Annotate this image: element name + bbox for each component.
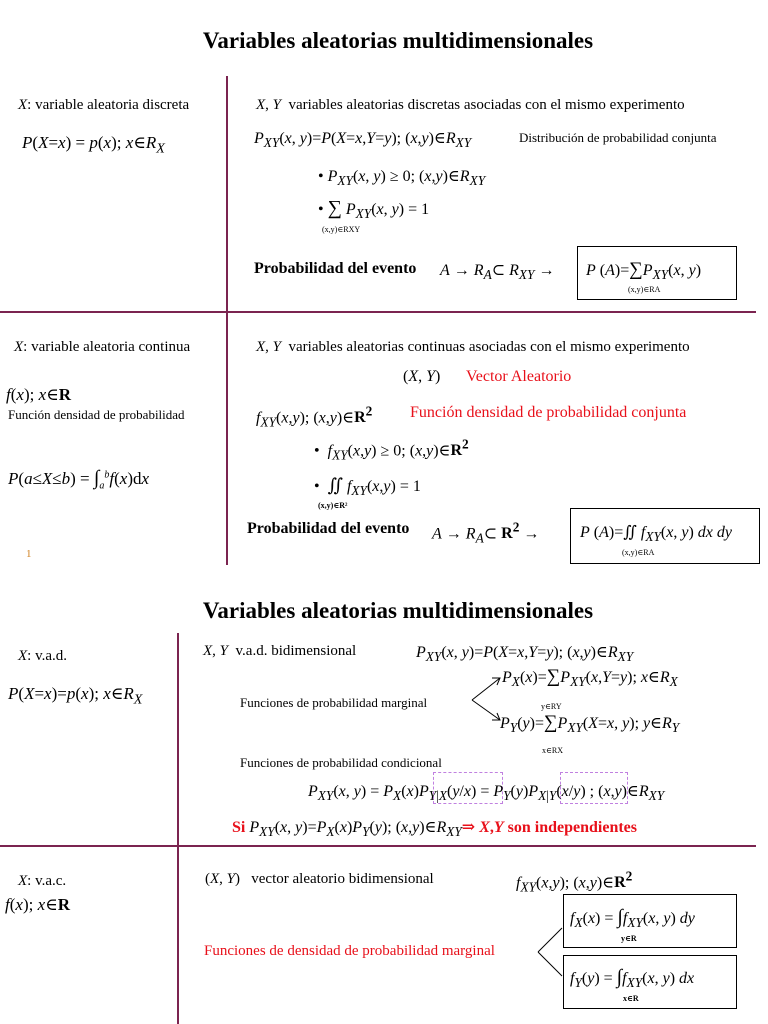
continuous-joint-heading: X, Y variables aleatorias continuas asociadas con el mismo experimento: [256, 339, 690, 355]
continuous-probability-formula: $P(a\le X\le b) = \int_a^bf(x)dx$: [8, 467, 150, 492]
event-box-subscript: (x,y)∈RA: [628, 285, 661, 294]
marginal-density-y-formula: $f_Y(y) = \int f_{XY}(x$, y) dx: [570, 966, 695, 991]
random-vector: (X, Y): [403, 368, 441, 385]
continuous-event-formula: $A \to R_A\subset$ $R^2$ →: [432, 520, 540, 546]
page-number: 1: [26, 548, 32, 560]
vertical-divider: [226, 313, 228, 565]
continuous-density-f: f(x); x∈R: [6, 385, 72, 404]
vac-heading: (X, Y) vector aleatorio bidimensional: [205, 871, 434, 887]
discrete-event-formula: $A \to R_A\subset$ $R_{XY}$ →: [440, 262, 555, 283]
marginal-y-formula: $P_Y(y)=\sum P_{XY}(X=x$, y); $y\in R_Y$: [500, 712, 680, 736]
slide1-title: Variables aleatorias multidimensionales: [202, 28, 594, 53]
discrete-joint-heading: X, Y variables aleatorias discretas asociadas con el mismo experimento: [256, 97, 685, 113]
horizontal-divider: [0, 845, 756, 847]
marginal-y-subscript: x∈RX: [542, 746, 564, 755]
marginal-density-y-subscript: x∈R: [623, 994, 639, 1003]
vac-label: X: v.a.c.: [18, 873, 67, 889]
integral-subscript: (x,y)∈R²: [318, 501, 348, 510]
marginal-probability-caption: Funciones de probabilidad marginal: [240, 695, 428, 710]
continuous-density-caption: Función densidad de probabilidad: [8, 407, 185, 422]
continuous-variable-label: X: variable aleatoria continua: [14, 339, 191, 355]
continuous-joint-caption: Función densidad de probabilidad conjunta: [410, 404, 687, 421]
vac-joint-formula: $f_{XY}(x,y)$; $(x,y)\in R^2$: [516, 869, 633, 895]
vad-label: X: v.a.d.: [18, 648, 68, 664]
vad-joint-formula: $P_{XY}(x$, y)=P(X=x,Y=y); $(x,y)\in R_{XY}$: [416, 644, 634, 665]
event-box-subscript: (x,y)∈RA: [622, 548, 655, 557]
independence-statement: Si $P_{XY}(x$, $y)=P_X(x)P_Y(y)$; $(x,y)\in R_{XY}\Rightarrow$ X,Y son independientes: [232, 819, 638, 840]
continuous-event-label: Probabilidad del evento: [247, 520, 410, 537]
marginal-arrows: [470, 668, 504, 732]
continuous-joint-formula: $f_{XY}(x,y)$; $(x,y)\in R^2$: [256, 404, 373, 430]
discrete-bullet-sum: • ∑ $P_{XY}(x$, y) = 1: [318, 197, 430, 222]
conditional-formula: $P_{XY}(x$, $y) = P_X(x)P_{Y|X}(y/x) = P_Y(y)P_{X|Y}(x/y)$ ; $(x,y)\in R_{XY}$: [308, 783, 665, 804]
random-vector-label: Vector Aleatorio: [466, 368, 572, 385]
discrete-variable-label: X: variable aleatoria discreta: [18, 97, 190, 113]
discrete-event-box-formula: P $(A)=\sum P_{XY}(x$, y): [586, 259, 702, 283]
vad-heading: X, Y v.a.d. bidimensional: [203, 643, 357, 659]
marginal-x-subscript: y∈RY: [541, 702, 562, 711]
discrete-joint-caption: Distribución de probabilidad conjunta: [519, 130, 717, 145]
sum-subscript: (x,y)∈RXY: [322, 225, 361, 234]
marginal-density-x-formula: $f_X(x) = \int f_{XY}(x$, y) dy: [570, 906, 695, 931]
continuous-bullet-nonnegative: • $f_{XY}(x,y) \ge 0$; $(x,y)\in R^2$: [314, 437, 469, 463]
marginal-density-caption: Funciones de densidad de probabilidad marginal: [204, 943, 495, 959]
vac-density-f: f(x); x∈R: [5, 895, 71, 914]
discrete-probability-formula: P(X=x) = p(x); $x\in R_X$: [22, 133, 165, 157]
marginal-density-x-subscript: y∈R: [621, 934, 637, 943]
independence-prefix: Si: [232, 819, 246, 836]
conditional-probability-caption: Funciones de probabilidad condicional: [240, 755, 442, 770]
discrete-bullet-nonnegative: • $P_{XY}(x$, y) ≥ 0; $(x,y)\in R_{XY}$: [318, 168, 486, 189]
continuous-event-box-formula: P (A)=∬ $f_{XY}(x$, y) dx dy: [580, 524, 732, 545]
marginal-x-formula: $P_X(x)=\sum P_{XY}(x,Y=y)$; $x\in R_X$: [502, 666, 678, 690]
discrete-event-label: Probabilidad del evento: [254, 260, 417, 277]
continuous-bullet-integral: • ∬ $f_{XY}(x,y) = 1$: [314, 475, 421, 499]
discrete-joint-formula: $P_{XY}(x$, y)=P(X=x,Y=y); $(x,y)\in R_{XY}$: [254, 130, 472, 151]
slide2-title: Variables aleatorias multidimensionales: [202, 598, 594, 623]
density-arrows: [536, 920, 566, 984]
vertical-divider: [177, 633, 179, 845]
vad-probability-formula: P(X=x)=p(x); $x\in R_X$: [8, 684, 143, 708]
vertical-divider: [226, 76, 228, 312]
vertical-divider: [177, 847, 179, 1024]
horizontal-divider: [0, 311, 756, 313]
independence-conclusion: ⇒ X,Y son independientes: [461, 819, 638, 836]
